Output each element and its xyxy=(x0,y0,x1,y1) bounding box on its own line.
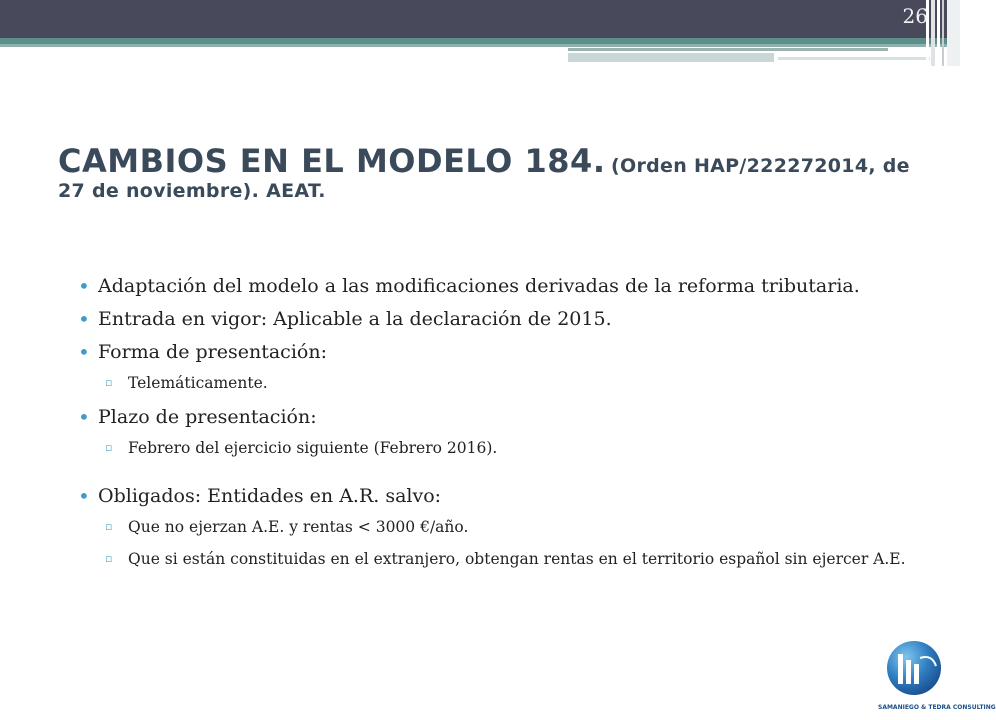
header-stripe-light xyxy=(0,44,960,47)
header-accent-block xyxy=(568,53,774,62)
sub-list-item-text: Que no ejerzan A.E. y rentas < 3000 €/año. xyxy=(128,518,469,536)
sub-bullet-icon: ▫ xyxy=(105,441,113,454)
sub-bullet-icon: ▫ xyxy=(105,520,113,533)
bullet-list xyxy=(78,272,918,579)
sub-list-item xyxy=(78,515,918,539)
bullet-icon: • xyxy=(78,405,90,429)
title-sub: (Orden HAP/222272014, de 27 de noviembre). AEAT. xyxy=(58,155,910,203)
list-item-text: Entrada en vigor: Aplicable a la declaración de 2015. xyxy=(98,308,612,330)
decor-vertical-bar xyxy=(931,0,935,66)
bullet-icon: • xyxy=(78,274,90,298)
title-main: CAMBIOS EN EL MODELO 184. xyxy=(58,142,606,180)
sub-list-item-text: Que si están constituidas en el extranjero, obtengan rentas en el territorio español sin ejercer A.E. xyxy=(128,550,906,568)
sub-list-item-text: Telemáticamente. xyxy=(128,374,268,392)
list-item-text: Forma de presentación: xyxy=(98,341,327,363)
sub-list-item xyxy=(78,436,918,460)
sub-bullet-icon: ▫ xyxy=(105,552,113,565)
list-item xyxy=(78,338,918,366)
list-item-text: Plazo de presentación: xyxy=(98,406,317,428)
list-item-text: Obligados: Entidades en A.R. salvo: xyxy=(98,485,442,507)
list-item xyxy=(78,403,918,431)
bullet-icon: • xyxy=(78,340,90,364)
list-item xyxy=(78,305,918,333)
bullet-icon: • xyxy=(78,484,90,508)
sub-list-item xyxy=(78,547,918,571)
list-spacer xyxy=(78,468,918,482)
decor-vertical-bar xyxy=(937,0,940,66)
header-accent-line-2 xyxy=(778,57,930,60)
list-item xyxy=(78,272,918,300)
company-logo-icon xyxy=(886,640,942,696)
sub-bullet-icon: ▫ xyxy=(105,376,113,389)
bullet-icon: • xyxy=(78,307,90,331)
header-bar xyxy=(0,0,960,38)
sub-list-item-text: Febrero del ejercicio siguiente (Febrero 2016). xyxy=(128,439,498,457)
sub-list-item xyxy=(78,371,918,395)
decor-vertical-bar xyxy=(942,0,944,66)
slide-number: 26 xyxy=(902,4,928,28)
list-item xyxy=(78,482,918,510)
slide-title xyxy=(58,142,918,203)
header-accent-line xyxy=(568,48,888,51)
decor-vertical-bar xyxy=(947,0,960,66)
company-logo-text: SAMANIEGO & TEDRA CONSULTING xyxy=(878,704,996,711)
list-item-text: Adaptación del modelo a las modificaciones derivadas de la reforma tributaria. xyxy=(98,275,860,297)
